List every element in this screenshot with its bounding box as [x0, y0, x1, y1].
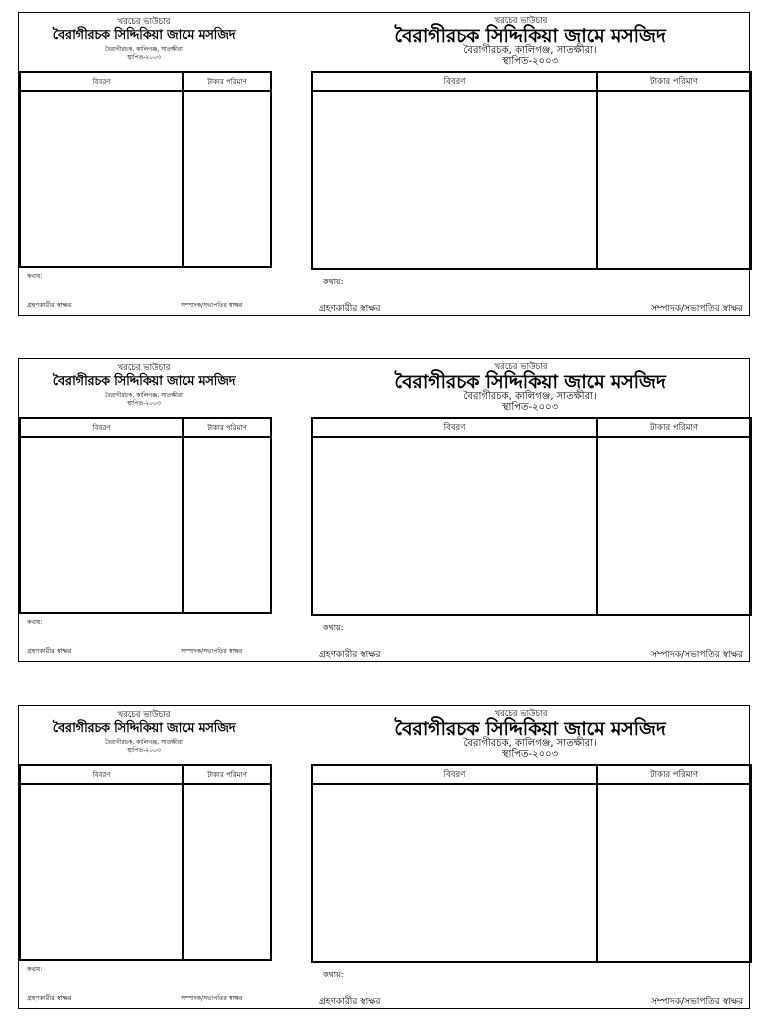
col-amount-header: টাকার পরিমাণ [183, 765, 271, 784]
voucher-label: খরচের ভাউচার [117, 710, 171, 720]
expense-table [19, 417, 272, 614]
established-year: স্থাপিত-২০০৩ [501, 56, 559, 67]
description-cell[interactable] [312, 91, 597, 269]
in-words-label: কথায়: [27, 273, 43, 280]
amount-cell[interactable] [597, 784, 751, 962]
col-description-header: বিবরণ [312, 418, 597, 437]
in-words-label: কথায়: [27, 619, 43, 626]
mosque-address: বৈরাগীরচক, কালিগঞ্জ, সাতক্ষীরা [105, 392, 183, 399]
secretary-signature-label: সম্পাদক/সভাপতির স্বাক্ষর [181, 648, 243, 655]
mosque-name: বৈরাগীরচক সিদ্দিকিয়া জামে মসজিদ [394, 25, 666, 47]
receiver-signature-label: গ্রহণকারীর স্বাক্ষর [319, 997, 381, 1007]
mosque-name: বৈরাগীরচক সিদ্দিকিয়া জামে মসজিদ [394, 371, 666, 393]
col-amount-header: টাকার পরিমাণ [597, 72, 751, 91]
voucher-row-2 [18, 358, 750, 662]
receiver-signature-label: গ্রহণকারীর স্বাক্ষর [27, 647, 72, 655]
voucher-main [311, 13, 749, 315]
col-description-header: বিবরণ [312, 765, 597, 784]
col-description-header: বিবরণ [20, 418, 183, 437]
mosque-name: বৈরাগীরচক সিদ্দিকিয়া জামে মসজিদ [52, 721, 236, 736]
secretary-signature-label: সম্পাদক/সভাপতির স্বাক্ষর [651, 650, 743, 660]
in-words-label: কথায়: [323, 277, 344, 286]
voucher-label: খরচের ভাউচার [494, 709, 548, 719]
col-description-header: বিবরণ [20, 72, 183, 91]
amount-cell[interactable] [183, 784, 271, 960]
mosque-address: বৈরাগীরচক, কালিগঞ্জ, সাতক্ষীরা। [463, 391, 597, 402]
secretary-signature-label: সম্পাদক/সভাপতির স্বাক্ষর [181, 995, 243, 1002]
established-year: স্থাপিত-২০০৩ [127, 400, 161, 407]
receiver-signature-label: গ্রহণকারীর স্বাক্ষর [319, 304, 381, 314]
mosque-address: বৈরাগীরচক, কালিগঞ্জ, সাতক্ষীরা [105, 739, 183, 746]
in-words-label: কথায়: [323, 970, 344, 979]
mosque-name: বৈরাগীরচক সিদ্দিকিয়া জামে মসজিদ [52, 28, 236, 43]
amount-cell[interactable] [597, 437, 751, 615]
expense-table [311, 417, 752, 616]
description-cell[interactable] [20, 437, 183, 613]
voucher-row-1 [18, 12, 750, 316]
secretary-signature-label: সম্পাদক/সভাপতির স্বাক্ষর [181, 302, 243, 309]
mosque-address: বৈরাগীরচক, কালিগঞ্জ, সাতক্ষীরা [105, 46, 183, 53]
expense-table [19, 764, 272, 961]
mosque-address: বৈরাগীরচক, কালিগঞ্জ, সাতক্ষীরা। [463, 738, 597, 749]
established-year: স্থাপিত-২০০৩ [501, 749, 559, 760]
voucher-label: খরচের ভাউচার [117, 17, 171, 27]
voucher-stub [19, 13, 269, 315]
mosque-address: বৈরাগীরচক, কালিগঞ্জ, সাতক্ষীরা। [463, 45, 597, 56]
receiver-signature-label: গ্রহণকারীর স্বাক্ষর [27, 994, 72, 1002]
col-description-header: বিবরণ [312, 72, 597, 91]
col-description-header: বিবরণ [20, 765, 183, 784]
col-amount-header: টাকার পরিমাণ [597, 418, 751, 437]
expense-table [19, 71, 272, 268]
col-amount-header: টাকার পরিমাণ [183, 418, 271, 437]
voucher-main [311, 706, 749, 1008]
voucher-row-3 [18, 705, 750, 1009]
amount-cell[interactable] [183, 437, 271, 613]
in-words-label: কথায়: [27, 966, 43, 973]
in-words-label: কথায়: [323, 623, 344, 632]
description-cell[interactable] [20, 91, 183, 267]
voucher-main [311, 359, 749, 661]
voucher-label: খরচের ভাউচার [494, 362, 548, 372]
established-year: স্থাপিত-২০০৩ [127, 747, 161, 754]
mosque-name: বৈরাগীরচক সিদ্দিকিয়া জামে মসজিদ [52, 374, 236, 389]
expense-table [311, 71, 752, 270]
col-amount-header: টাকার পরিমাণ [183, 72, 271, 91]
secretary-signature-label: সম্পাদক/সভাপতির স্বাক্ষর [651, 997, 743, 1007]
amount-cell[interactable] [597, 91, 751, 269]
established-year: স্থাপিত-২০০৩ [127, 54, 161, 61]
amount-cell[interactable] [183, 91, 271, 267]
description-cell[interactable] [312, 437, 597, 615]
voucher-stub [19, 359, 269, 661]
receiver-signature-label: গ্রহণকারীর স্বাক্ষর [319, 650, 381, 660]
secretary-signature-label: সম্পাদক/সভাপতির স্বাক্ষর [651, 304, 743, 314]
receiver-signature-label: গ্রহণকারীর স্বাক্ষর [27, 301, 72, 309]
col-amount-header: টাকার পরিমাণ [597, 765, 751, 784]
expense-table [311, 764, 752, 963]
voucher-label: খরচের ভাউচার [494, 16, 548, 26]
description-cell[interactable] [20, 784, 183, 960]
mosque-name: বৈরাগীরচক সিদ্দিকিয়া জামে মসজিদ [394, 718, 666, 740]
voucher-label: খরচের ভাউচার [117, 363, 171, 373]
description-cell[interactable] [312, 784, 597, 962]
voucher-stub [19, 706, 269, 1008]
established-year: স্থাপিত-২০০৩ [501, 402, 559, 413]
